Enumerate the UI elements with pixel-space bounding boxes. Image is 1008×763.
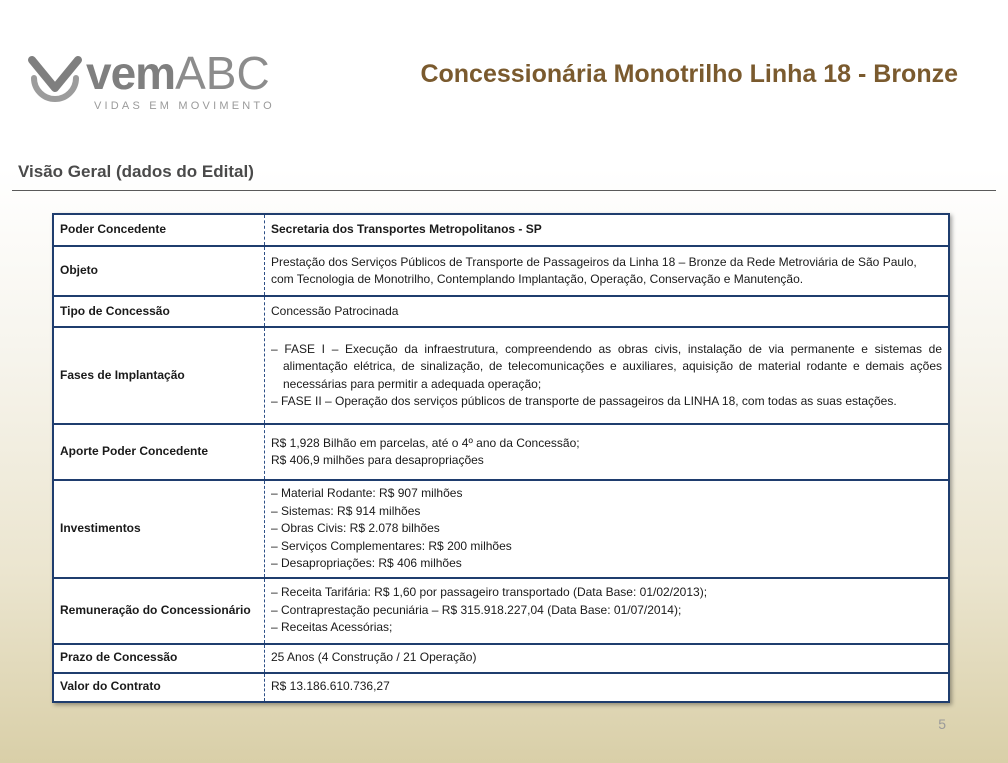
value-line: – Serviços Complementares: R$ 200 milhões xyxy=(271,538,512,553)
table-row xyxy=(53,673,949,702)
table-row xyxy=(53,480,949,578)
value-line: – FASE II – Operação dos serviços públicos de transporte de passageiros da LINHA 18, com todas as suas estações. xyxy=(271,394,897,408)
logo-wordmark-vem: vem xyxy=(86,47,176,99)
value-line: Secretaria dos Transportes Metropolitanos - SP xyxy=(271,222,542,237)
row-value-remuneracao-do-concessionario xyxy=(265,578,950,644)
row-value-aporte-poder-concedente xyxy=(265,424,950,480)
row-key-fases-de-implantacao: Fases de Implantação xyxy=(53,327,265,424)
row-value-valor-do-contrato xyxy=(265,673,950,702)
table-row xyxy=(53,246,949,296)
value-line: R$ 406,9 milhões para desapropriações xyxy=(271,453,484,467)
row-key-remuneracao-do-concessionario: Remuneração do Concessionário xyxy=(53,578,265,644)
value-line: – Receita Tarifária: R$ 1,60 por passageiro transportado (Data Base: 01/02/2013); xyxy=(271,585,708,600)
row-key-prazo-de-concessao: Prazo de Concessão xyxy=(53,644,265,673)
vem-abc-logo xyxy=(26,44,286,114)
row-value-fases-de-implantacao xyxy=(265,327,950,424)
section-title: Visão Geral (dados do Edital) xyxy=(18,162,254,181)
row-key-objeto: Objeto xyxy=(53,246,265,296)
table-row xyxy=(53,214,949,246)
table-row xyxy=(53,578,949,644)
value-line: – Receitas Acessórias; xyxy=(271,620,393,635)
row-value-objeto xyxy=(265,246,950,296)
value-line: 25 Anos (4 Construção / 21 Operação) xyxy=(271,650,477,665)
row-value-tipo-de-concessao xyxy=(265,296,950,327)
table-row xyxy=(53,296,949,327)
value-line: – FASE I – Execução da infraestrutura, compreendendo as obras civis, instalação de via permanente e sistemas de alimentação elétrica, de sinalização, de telecomunicações e auxiliares, aquisição de material rodante e demais ações necessárias para permitir a adequada operação; xyxy=(271,341,942,391)
table-row xyxy=(53,424,949,480)
row-value-prazo-de-concessao xyxy=(265,644,950,673)
value-line: – Material Rodante: R$ 907 milhões xyxy=(271,486,463,500)
vem-emblem-icon xyxy=(26,48,84,106)
row-key-investimentos: Investimentos xyxy=(53,480,265,578)
value-line: R$ 13.186.610.736,27 xyxy=(271,679,390,694)
slide-title: Concessionária Monotrilho Linha 18 - Bronze xyxy=(420,60,958,88)
row-key-aporte-poder-concedente: Aporte Poder Concedente xyxy=(53,424,265,480)
logo-tagline: VIDAS EM MOVIMENTO xyxy=(94,100,275,112)
logo-wordmark xyxy=(86,46,270,100)
row-key-poder-concedente: Poder Concedente xyxy=(53,214,265,246)
value-line: – Sistemas: R$ 914 milhões xyxy=(271,503,421,518)
overview-table-container xyxy=(52,213,950,703)
value-line: Concessão Patrocinada xyxy=(271,303,399,318)
page-number: 5 xyxy=(938,716,946,732)
value-line: – Contraprestação pecuniária – R$ 315.918.227,04 (Data Base: 01/07/2014); xyxy=(271,602,682,617)
row-value-poder-concedente xyxy=(265,214,950,246)
row-key-tipo-de-concessao: Tipo de Concessão xyxy=(53,296,265,327)
value-line: – Obras Civis: R$ 2.078 bilhões xyxy=(271,521,440,535)
row-key-valor-do-contrato: Valor do Contrato xyxy=(53,673,265,702)
table-row xyxy=(53,327,949,424)
logo-wordmark-abc: ABC xyxy=(175,47,270,99)
overview-table xyxy=(52,213,950,703)
value-line: – Desapropriações: R$ 406 milhões xyxy=(271,556,462,570)
value-line: R$ 1,928 Bilhão em parcelas, até o 4º ano da Concessão; xyxy=(271,435,580,450)
row-value-investimentos xyxy=(265,480,950,578)
section-divider xyxy=(12,190,996,191)
table-row xyxy=(53,644,949,673)
value-line: Prestação dos Serviços Públicos de Transporte de Passageiros da Linha 18 – Bronze da Rede Metroviária de São Paulo, com Tecnologia de Monotrilho, Contemplando Implantação, Operação, Conservação e Manutenção. xyxy=(271,254,917,286)
